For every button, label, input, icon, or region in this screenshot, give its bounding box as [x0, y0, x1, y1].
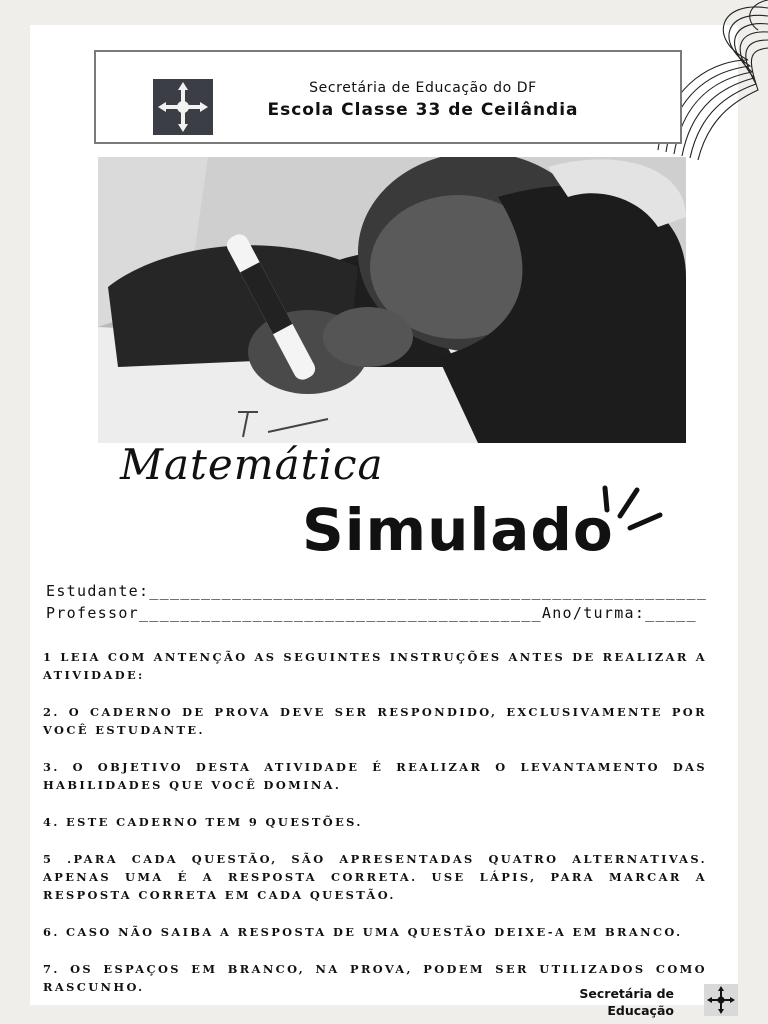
brasilia-cross-icon — [704, 984, 738, 1016]
footer-label — [560, 985, 674, 1019]
header-subtitle: Secretária de Educação do DF — [309, 80, 537, 96]
footer-label-line1: Secretária de — [579, 986, 674, 1001]
instruction-item: 4. ESTE CADERNO TEM 9 QUESTÕES. — [43, 815, 363, 829]
instruction-item: 7. OS ESPAÇOS EM BRANCO, NA PROVA, PODEM SER UTILIZADOS COMO RASCUNHO. — [43, 962, 707, 994]
student-photo — [98, 157, 686, 443]
subject-heading: Matemática — [120, 440, 384, 489]
document-title: Simulado — [302, 496, 614, 564]
instruction-item: 5 .PARA CADA QUESTÃO, SÃO APRESENTADAS QUATRO ALTERNATIVAS. APENAS UMA É A RESPOSTA CORRETA. USE LÁPIS, PARA MARCAR A RESPOSTA CORRETA EM CADA QUESTÃO. — [43, 852, 707, 902]
footer-label-line2: Educação — [607, 1003, 674, 1018]
instruction-item: 2. O CADERNO DE PROVA DEVE SER RESPONDIDO, EXCLUSIVAMENTE POR VOCÊ ESTUDANTE. — [43, 705, 707, 737]
school-header — [94, 50, 682, 144]
teacher-class-field[interactable]: Professor_______________________________________Ano/turma:_____ — [46, 604, 697, 622]
school-name: Escola Classe 33 de Ceilândia — [267, 100, 579, 120]
instructions-list — [43, 648, 707, 1015]
instruction-item: 6. CASO NÃO SAIBA A RESPOSTA DE UMA QUESTÃO DEIXE-A EM BRANCO. — [43, 925, 683, 939]
instruction-item: 1 LEIA COM ANTENÇÃO AS SEGUINTES INSTRUÇÕES ANTES DE REALIZAR A ATIVIDADE: — [43, 650, 707, 682]
student-name-field[interactable]: Estudante:______________________________________________________ — [46, 582, 708, 600]
sparkle-rays-icon — [595, 480, 670, 540]
instruction-item: 3. O OBJETIVO DESTA ATIVIDADE É REALIZAR O LEVANTAMENTO DAS HABILIDADES QUE VOCÊ DOMINA. — [43, 760, 707, 792]
